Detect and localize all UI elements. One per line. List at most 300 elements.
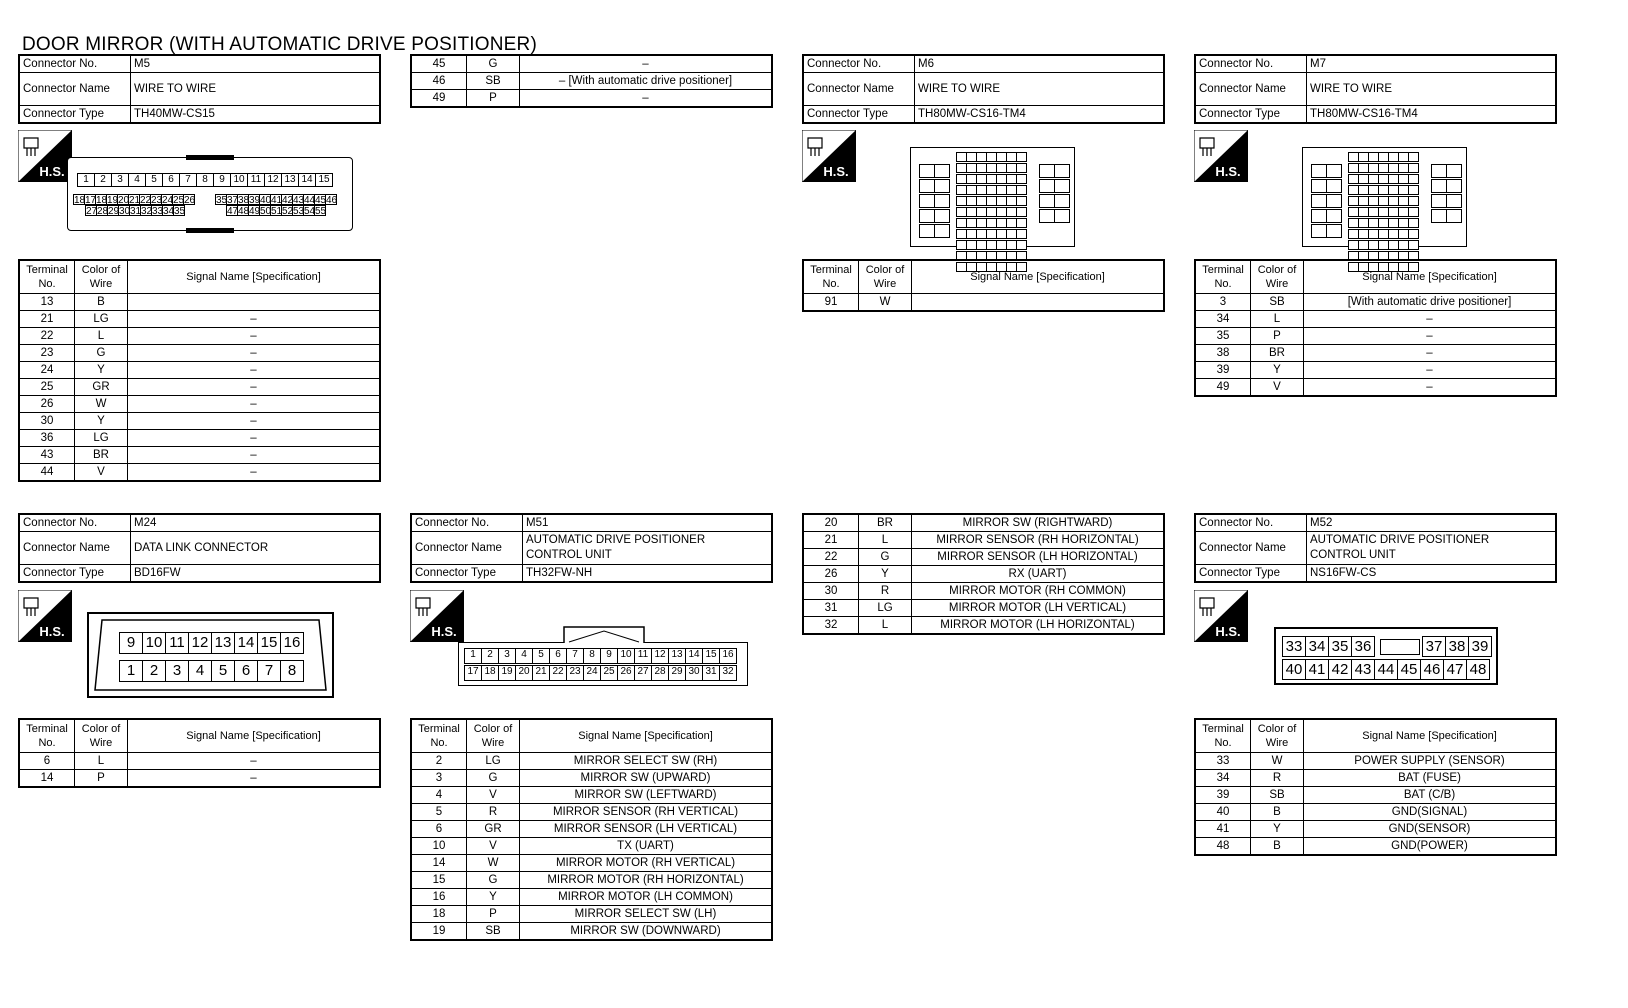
connector-pin: 12 [188,632,212,654]
label-connector-name: Connector Name [1195,73,1307,106]
cell-terminal-no: 16 [411,889,467,906]
cell-color-of-wire: L [859,532,912,549]
connector-pin: 7 [179,173,197,187]
cell-color-of-wire: W [859,294,912,312]
connector-pin: 43 [1351,659,1375,680]
cell-color-of-wire: B [75,294,128,311]
connector-cavity [1408,218,1419,228]
table-row [1195,821,1556,838]
connector-pin: 38 [238,195,250,206]
header-terminal-no: Terminal No. [1195,260,1251,294]
m24-info-table [18,513,381,583]
connector-pin: 4 [188,660,212,682]
connector-cavity [1408,207,1419,217]
m52-terminal-table [1194,718,1557,856]
table-row [1195,838,1556,856]
connector-pin: 39 [249,195,261,206]
table-row [803,600,1164,617]
connector-cavity [1408,174,1419,184]
cell-terminal-no: 18 [411,906,467,923]
connector-pin: 3 [111,173,129,187]
cell-color-of-wire: GR [467,821,520,838]
cell-color-of-wire: SB [467,73,520,90]
cell-signal-name: – [128,464,381,482]
connector-pin: 10 [142,632,166,654]
connector-pin: 11 [165,632,189,654]
cell-terminal-no: 33 [1195,753,1251,770]
m6-connector-face [910,147,1075,247]
harness-side-icon [18,590,72,642]
connector-pin: 5 [145,173,163,187]
table-row [411,872,772,889]
m6-pin-grid-right [1039,164,1068,223]
harness-side-icon [18,130,72,182]
table-row [803,566,1164,583]
m6-connector-name: WIRE TO WIRE [915,73,1165,106]
m51-connector-key [563,626,645,644]
cell-color-of-wire: R [1251,770,1304,787]
connector-pin: 13 [281,173,299,187]
connector-pin: 55 [315,206,327,217]
connector-pin: 6 [234,660,258,682]
connector-pin: 9 [213,173,231,187]
connector-pin: 27 [86,206,98,217]
connector-pin: 28 [651,665,669,681]
table-row [803,617,1164,635]
connector-pin: 20 [118,195,130,206]
cell-terminal-no: 32 [803,617,859,635]
cell-terminal-no: 14 [19,770,75,788]
cell-signal-name: MIRROR MOTOR (RH VERTICAL) [520,855,773,872]
cell-color-of-wire: P [467,90,520,108]
header-terminal-no: Terminal No. [1195,719,1251,753]
cell-signal-name: MIRROR SW (LEFTWARD) [520,787,773,804]
cell-terminal-no: 34 [1195,770,1251,787]
connector-pin: 26 [617,665,635,681]
connector-cavity [1016,207,1027,217]
cell-signal-name: MIRROR SENSOR (RH HORIZONTAL) [912,532,1165,549]
header-color-of-wire: Color of Wire [859,260,912,294]
cell-color-of-wire: R [859,583,912,600]
table-row [1195,770,1556,787]
connector-pin: 49 [249,206,261,217]
m52-connector-name-line1: AUTOMATIC DRIVE POSITIONER [1310,534,1490,546]
m5-terminal-table-continued [410,54,773,108]
cell-terminal-no: 44 [19,464,75,482]
cell-terminal-no: 15 [411,872,467,889]
connector-pin: 7 [257,660,281,682]
table-row [803,294,1164,312]
m24-pin-row-top [119,632,303,654]
cell-color-of-wire: P [75,770,128,788]
connector-pin: 37 [227,195,239,206]
cell-color-of-wire: W [75,396,128,413]
connector-pin: 1 [464,648,482,664]
harness-side-icon [802,130,856,182]
connector-cavity [1408,185,1419,195]
m6-pin-grid-left [919,164,948,238]
connector-pin: 1 [77,173,95,187]
cell-color-of-wire: LG [467,753,520,770]
table-row [411,770,772,787]
cell-signal-name: – [128,379,381,396]
cell-terminal-no: 49 [411,90,467,108]
m51-terminal-table [410,718,773,941]
table-row [19,464,380,482]
cell-terminal-no: 22 [803,549,859,566]
connector-pin: 8 [583,648,601,664]
cell-terminal-no: 45 [411,55,467,73]
connector-pin: 12 [651,648,669,664]
header-terminal-no: Terminal No. [411,719,467,753]
label-connector-no: Connector No. [1195,55,1307,73]
svg-text:H.S.: H.S. [431,624,457,639]
cell-signal-name [128,294,381,311]
table-row [411,787,772,804]
connector-cavity [1016,196,1027,206]
m51-pin-row-bottom [464,665,736,681]
connector-cavity [1408,196,1419,206]
table-row [803,532,1164,549]
cell-signal-name: – [128,328,381,345]
cell-signal-name: – [128,447,381,464]
svg-text:H.S.: H.S. [39,624,65,639]
page-title: DOOR MIRROR (WITH AUTOMATIC DRIVE POSITIONER) [22,34,537,55]
cell-signal-name: MIRROR SENSOR (LH HORIZONTAL) [912,549,1165,566]
label-connector-no: Connector No. [19,55,131,73]
connector-pin: 6 [162,173,180,187]
connector-pin: 32 [141,206,153,217]
connector-pin: 34 [1305,636,1329,657]
connector-pin: 8 [196,173,214,187]
cell-signal-name: – [128,362,381,379]
cell-terminal-no: 14 [411,855,467,872]
cell-signal-name: BAT (C/B) [1304,787,1557,804]
m52-connector-name-line2: CONTROL UNIT [1310,549,1396,561]
connector-pin: 48 [238,206,250,217]
table-row [1195,379,1556,397]
cell-color-of-wire: Y [1251,362,1304,379]
cell-color-of-wire: LG [75,311,128,328]
table-row [411,889,772,906]
connector-pin: 3 [165,660,189,682]
cell-color-of-wire: BR [859,514,912,532]
connector-pin: 41 [271,195,283,206]
m5-connector-type: TH40MW-CS15 [131,106,381,124]
table-row [803,549,1164,566]
table-row [1195,753,1556,770]
table-row [411,90,772,108]
connector-pin: 44 [1374,659,1398,680]
cell-color-of-wire: V [1251,379,1304,397]
m7-terminal-table [1194,259,1557,397]
m7-connector-no: M7 [1307,55,1557,73]
cell-color-of-wire: B [1251,804,1304,821]
table-row [411,838,772,855]
connector-cavity [1016,185,1027,195]
connector-cavity [1408,152,1419,162]
m24-connector-name: DATA LINK CONNECTOR [131,532,381,565]
cell-terminal-no: 30 [803,583,859,600]
m24-connector-no: M24 [131,514,381,532]
connector-pin: 9 [600,648,618,664]
cell-signal-name: – [128,753,381,770]
m24-connector-face [87,612,334,698]
label-connector-type: Connector Type [19,565,131,583]
cell-color-of-wire: LG [75,430,128,447]
table-row [1195,804,1556,821]
cell-signal-name: – [520,55,773,73]
connector-pin: 14 [298,173,316,187]
cell-terminal-no: 5 [411,804,467,821]
connector-pin: 8 [280,660,304,682]
cell-terminal-no: 3 [411,770,467,787]
cell-signal-name: MIRROR SW (DOWNWARD) [520,923,773,941]
svg-text:H.S.: H.S. [39,164,65,179]
connector-pin: 21 [532,665,550,681]
connector-pin: 41 [1305,659,1329,680]
connector-pin: 17 [85,195,97,206]
connector-pin: 39 [1468,636,1492,657]
connector-pin: 50 [260,206,272,217]
table-row [1195,787,1556,804]
table-row [19,396,380,413]
cell-terminal-no: 4 [411,787,467,804]
connector-pin: 11 [634,648,652,664]
m24-terminal-table [18,718,381,788]
connector-pin: 14 [234,632,258,654]
m6-terminal-table [802,259,1165,312]
m51-connector-type: TH32FW-NH [523,565,773,583]
m24-pin-row-bottom [119,660,303,682]
label-connector-type: Connector Type [1195,565,1307,583]
cell-color-of-wire: R [467,804,520,821]
connector-pin: 51 [271,206,283,217]
harness-side-icon [1194,590,1248,642]
table-row [411,73,772,90]
label-connector-no: Connector No. [19,514,131,532]
cell-signal-name: – [1304,328,1557,345]
connector-pin: 27 [634,665,652,681]
connector-pin: 23 [566,665,584,681]
m52-pin-row-top-left [1282,636,1374,657]
header-terminal-no: Terminal No. [19,719,75,753]
cell-terminal-no: 39 [1195,362,1251,379]
cell-color-of-wire: BR [1251,345,1304,362]
table-row [1195,294,1556,311]
connector-pin: 43 [293,195,305,206]
cell-terminal-no: 49 [1195,379,1251,397]
connector-pin: 40 [1282,659,1306,680]
m51-pin-row-top [464,648,736,664]
cell-terminal-no: 19 [411,923,467,941]
cell-terminal-no: 38 [1195,345,1251,362]
table-row [411,55,772,73]
connector-pin: 38 [1445,636,1469,657]
connector-pin: 53 [293,206,305,217]
connector-pin: 26 [184,195,196,206]
cell-signal-name: – [520,90,773,108]
cell-terminal-no: 43 [19,447,75,464]
m52-connector-no: M52 [1307,514,1557,532]
header-signal-name: Signal Name [Specification] [1304,260,1557,294]
svg-text:H.S.: H.S. [1215,624,1241,639]
cell-signal-name: MIRROR MOTOR (RH COMMON) [912,583,1165,600]
cell-color-of-wire: L [1251,311,1304,328]
header-color-of-wire: Color of Wire [75,260,128,294]
connector-pin: 46 [326,195,338,206]
cell-signal-name: MIRROR MOTOR (LH HORIZONTAL) [912,617,1165,635]
cell-terminal-no: 2 [411,753,467,770]
cell-terminal-no: 48 [1195,838,1251,856]
connector-pin: 31 [702,665,720,681]
connector-cavity [1016,218,1027,228]
table-row [1195,345,1556,362]
connector-cavity [1408,229,1419,239]
cell-color-of-wire: Y [467,889,520,906]
header-signal-name: Signal Name [Specification] [128,260,381,294]
header-color-of-wire: Color of Wire [75,719,128,753]
connector-pin: 48 [1466,659,1490,680]
connector-pin: 10 [617,648,635,664]
m5-pin-row-bot-right [226,205,325,216]
connector-pin: 11 [247,173,265,187]
cell-color-of-wire: SB [467,923,520,941]
connector-pin: 23 [151,195,163,206]
label-connector-no: Connector No. [411,514,523,532]
connector-cavity [1408,240,1419,250]
cell-signal-name: MIRROR SENSOR (LH VERTICAL) [520,821,773,838]
cell-signal-name: MIRROR MOTOR (LH VERTICAL) [912,600,1165,617]
cell-terminal-no: 41 [1195,821,1251,838]
cell-terminal-no: 91 [803,294,859,312]
cell-signal-name: – [128,430,381,447]
m5-pin-row-mid-right [215,194,336,205]
cell-signal-name: – [128,345,381,362]
connector-pin: 29 [668,665,686,681]
cell-signal-name: MIRROR SW (RIGHTWARD) [912,514,1165,532]
cell-color-of-wire: Y [75,413,128,430]
connector-pin: 30 [119,206,131,217]
connector-pin: 32 [719,665,737,681]
m6-connector-type: TH80MW-CS16-TM4 [915,106,1165,124]
cell-color-of-wire: V [75,464,128,482]
connector-pin: 5 [532,648,550,664]
connector-pin: 25 [173,195,185,206]
label-connector-name: Connector Name [803,73,915,106]
table-row [19,345,380,362]
cell-terminal-no: 20 [803,514,859,532]
cell-signal-name: – [With automatic drive positioner] [520,73,773,90]
cell-signal-name: MIRROR SW (UPWARD) [520,770,773,787]
connector-pin: 45 [315,195,327,206]
connector-cavity [1016,163,1027,173]
connector-pin: 20 [515,665,533,681]
cell-terminal-no: 35 [1195,328,1251,345]
m5-terminal-table [18,259,381,482]
cell-signal-name: [With automatic drive positioner] [1304,294,1557,311]
table-row [803,583,1164,600]
m51-terminal-table-continued [802,513,1165,635]
connector-pin: 35 [216,195,228,206]
svg-text:H.S.: H.S. [823,164,849,179]
m51-connector-face [458,642,748,686]
connector-pin: 13 [668,648,686,664]
table-row [803,514,1164,532]
connector-pin: 21 [129,195,141,206]
cell-color-of-wire: L [859,617,912,635]
m7-connector-face [1302,147,1467,247]
cell-terminal-no: 6 [19,753,75,770]
connector-pin: 22 [140,195,152,206]
cell-signal-name: MIRROR SENSOR (RH VERTICAL) [520,804,773,821]
connector-pin: 47 [227,206,239,217]
table-row [19,294,380,311]
connector-pin: 16 [280,632,304,654]
table-row [1195,362,1556,379]
cell-color-of-wire: V [467,838,520,855]
cell-terminal-no: 21 [803,532,859,549]
connector-pin: 19 [107,195,119,206]
harness-side-icon [410,590,464,642]
cell-signal-name: – [1304,345,1557,362]
m52-connector-face [1274,627,1498,685]
connector-pin: 54 [304,206,316,217]
m52-info-table [1194,513,1557,583]
cell-color-of-wire: G [75,345,128,362]
table-row [411,753,772,770]
label-connector-name: Connector Name [1195,532,1307,565]
m6-info-table [802,54,1165,124]
cell-color-of-wire: Y [1251,821,1304,838]
label-connector-no: Connector No. [803,55,915,73]
connector-pin: 25 [600,665,618,681]
cell-color-of-wire: W [1251,753,1304,770]
connector-pin: 34 [163,206,175,217]
m6-pin-grid-center [956,152,1025,272]
cell-signal-name: – [128,770,381,788]
cell-signal-name: GND(SIGNAL) [1304,804,1557,821]
connector-pin: 17 [464,665,482,681]
cell-signal-name: – [128,396,381,413]
connector-pin: 42 [282,195,294,206]
cell-terminal-no: 31 [803,600,859,617]
header-signal-name: Signal Name [Specification] [128,719,381,753]
connector-pin: 18 [74,195,86,206]
cell-color-of-wire: G [467,872,520,889]
cell-signal-name: MIRROR SELECT SW (RH) [520,753,773,770]
cell-color-of-wire: B [1251,838,1304,856]
cell-color-of-wire: W [467,855,520,872]
cell-signal-name: – [1304,311,1557,328]
header-signal-name: Signal Name [Specification] [912,260,1165,294]
cell-signal-name: – [128,413,381,430]
connector-pin: 6 [549,648,567,664]
connector-pin: 33 [1282,636,1306,657]
cell-terminal-no: 34 [1195,311,1251,328]
label-connector-type: Connector Type [803,106,915,124]
connector-pin: 30 [685,665,703,681]
svg-text:H.S.: H.S. [1215,164,1241,179]
table-row [411,821,772,838]
m5-connector-name: WIRE TO WIRE [131,73,381,106]
connector-cavity [1016,152,1027,162]
cell-terminal-no: 30 [19,413,75,430]
cell-color-of-wire: G [467,55,520,73]
cell-color-of-wire: Y [75,362,128,379]
cell-color-of-wire: SB [1251,294,1304,311]
label-connector-name: Connector Name [411,532,523,565]
